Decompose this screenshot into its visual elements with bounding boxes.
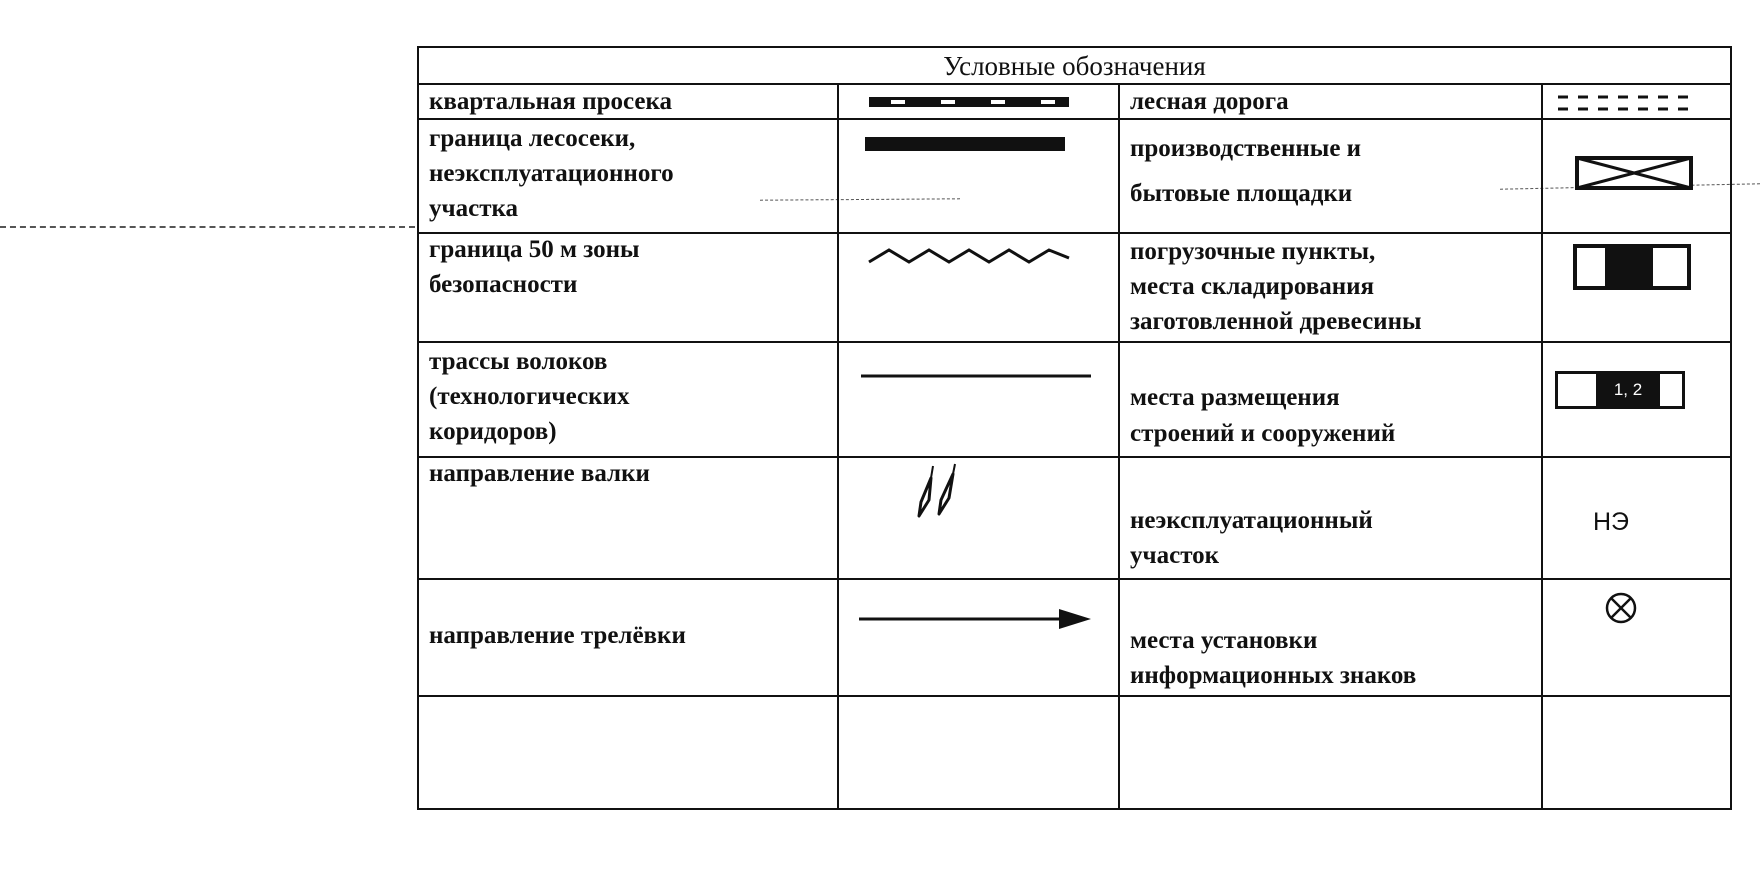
legend-label-line: граница 50 м зоны (429, 236, 640, 263)
legend-label-cell (419, 120, 839, 232)
legend-symbol-cell (839, 458, 1120, 578)
legend-symbol-cell (1543, 120, 1730, 232)
legend-row-5 (419, 458, 1730, 580)
legend-label-line: безопасности (429, 271, 578, 298)
legend-label-line: заготовленной древесины (1130, 308, 1422, 335)
legend-label-line: строений и сооружений (1130, 420, 1396, 447)
legend-label-line: места складирования (1130, 273, 1375, 300)
stray-dashed-line-left (0, 226, 415, 228)
legend-empty-cell (839, 697, 1120, 808)
legend-empty-cell (1543, 697, 1730, 808)
legend-label-line: лесная дорога (1130, 88, 1289, 115)
legend-label-line: погрузочные пункты, (1130, 238, 1376, 265)
legend-label-cell (1120, 580, 1543, 695)
legend-row-7-empty (419, 697, 1730, 808)
legend-symbol-cell (1543, 458, 1730, 578)
legend-label-line: участка (429, 195, 519, 222)
legend-label-cell (419, 343, 839, 456)
legend-symbol-cell (839, 580, 1120, 695)
legend-label-cell (419, 85, 839, 118)
non-exploitation-code: НЭ (1593, 508, 1630, 536)
legend-label-line: направление трелёвки (429, 622, 686, 649)
legend-symbol-cell (1543, 85, 1730, 118)
crossed-rectangle-icon (1575, 156, 1693, 190)
legend-title-row (419, 48, 1730, 85)
numbered-box-icon (1555, 371, 1685, 409)
legend-table (417, 46, 1732, 810)
legend-title: Условные обозначения (943, 51, 1206, 81)
numbered-box-fill: 1, 2 (1596, 374, 1660, 406)
legend-label-line: коридоров) (429, 418, 557, 445)
legend-label-line: информационных знаков (1130, 662, 1417, 689)
zigzag-line-icon (869, 244, 1069, 268)
quarter-clearing-line-icon (869, 94, 1069, 110)
legend-row-1 (419, 85, 1730, 120)
legend-label-line: (технологических (429, 383, 630, 410)
legend-empty-cell (1120, 697, 1543, 808)
legend-label-line: места размещения (1130, 384, 1340, 411)
legend-label-line: неэксплуатационный (1130, 507, 1373, 534)
legend-label-cell (1120, 85, 1543, 118)
legend-label-cell (1120, 343, 1543, 456)
legend-label-line: направление валки (429, 460, 650, 487)
legend-label-line: квартальная просека (429, 88, 673, 115)
forest-road-dashed-icon (1558, 93, 1688, 113)
legend-symbol-cell (839, 234, 1120, 341)
loading-point-box-icon (1573, 244, 1691, 290)
legend-label-cell (1120, 458, 1543, 578)
legend-symbol-cell (1543, 234, 1730, 341)
circled-x-icon (1605, 592, 1637, 624)
legend-symbol-cell (839, 343, 1120, 456)
legend-label-line: неэксплуатационного (429, 160, 674, 187)
cutting-area-boundary-line-icon (865, 137, 1065, 151)
legend-label-cell (419, 580, 839, 695)
legend-row-6 (419, 580, 1730, 697)
legend-label-line: производственные и (1130, 135, 1362, 162)
legend-row-3 (419, 234, 1730, 343)
legend-label-cell (419, 234, 839, 341)
legend-label-line: трассы волоков (429, 348, 608, 375)
legend-label-line: граница лесосеки, (429, 125, 636, 152)
felling-direction-icon (915, 464, 961, 518)
thin-line-icon (861, 373, 1091, 379)
legend-symbol-cell (839, 120, 1120, 232)
legend-label-cell (1120, 120, 1543, 232)
legend-label-line: бытовые площадки (1130, 180, 1353, 207)
legend-label-cell (419, 458, 839, 578)
legend-row-4 (419, 343, 1730, 458)
arrow-right-icon (859, 606, 1091, 632)
legend-label-cell (1120, 234, 1543, 341)
legend-row-2 (419, 120, 1730, 234)
legend-symbol-cell (1543, 580, 1730, 695)
legend-symbol-cell (1543, 343, 1730, 456)
legend-symbol-cell (839, 85, 1120, 118)
legend-empty-cell (419, 697, 839, 808)
legend-label-line: участок (1130, 542, 1220, 569)
legend-label-line: места установки (1130, 627, 1318, 654)
